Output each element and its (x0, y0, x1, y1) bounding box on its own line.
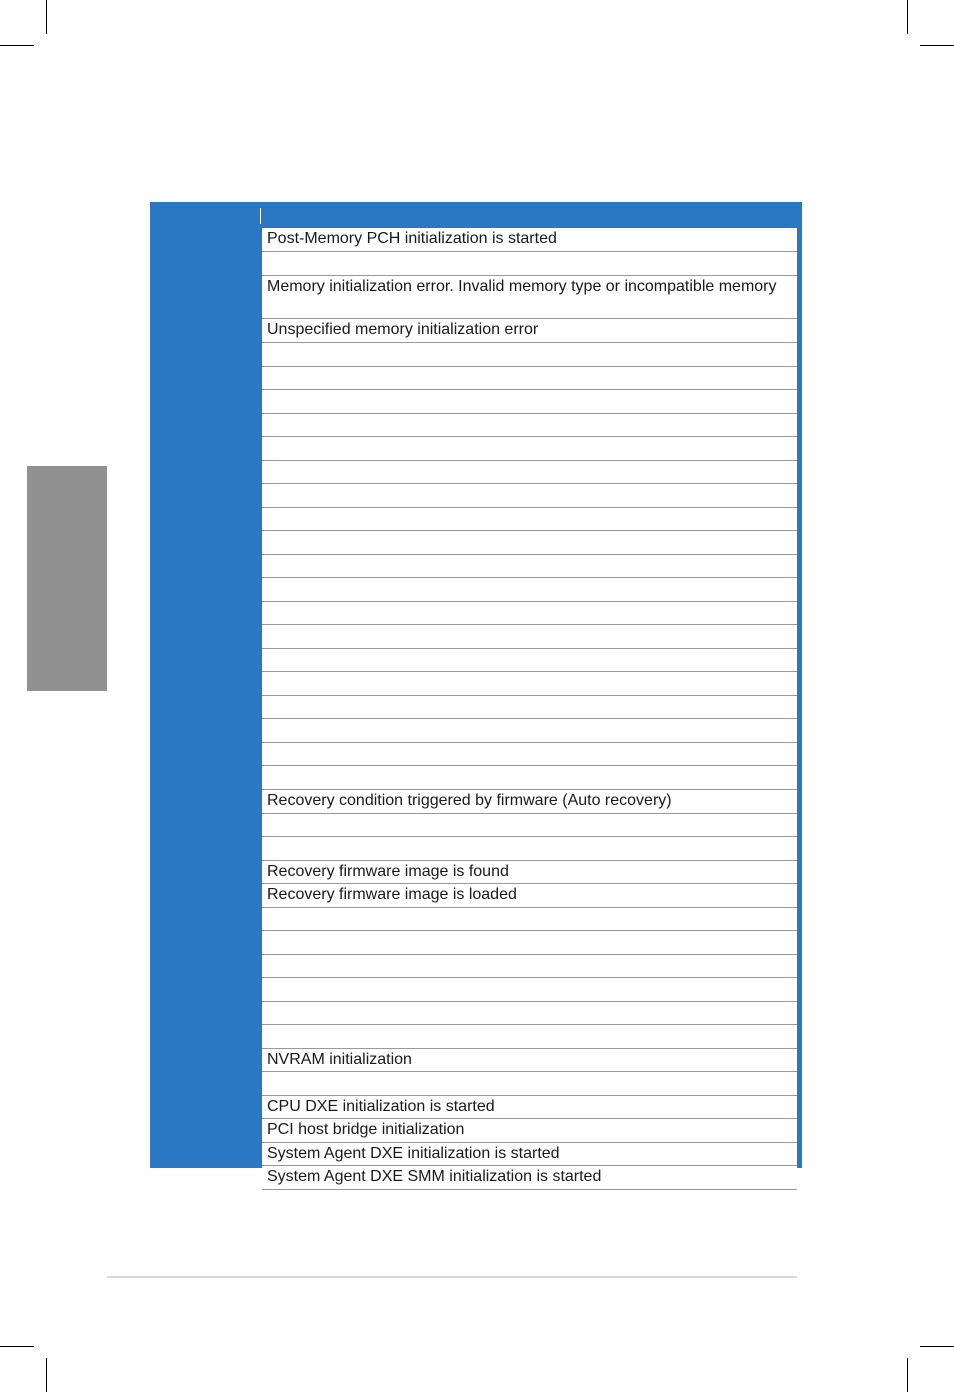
table-row: Recovery condition triggered by firmware (Auto recovery) (262, 790, 797, 814)
table-row (262, 461, 797, 484)
crop-mark (0, 45, 34, 46)
table-row: Recovery firmware image is found (262, 861, 797, 884)
table-row (262, 1002, 797, 1025)
table-row (262, 555, 797, 578)
table-row: NVRAM initialization (262, 1049, 797, 1072)
table-row (262, 367, 797, 390)
table-row (262, 978, 797, 1002)
crop-mark (920, 45, 954, 46)
crop-mark (907, 0, 908, 34)
table-row (262, 1072, 797, 1096)
table-row: Memory initialization error. Invalid memory type or incompatible memory (262, 276, 797, 319)
table-row (262, 531, 797, 555)
table-row (262, 414, 797, 437)
table-row (262, 343, 797, 367)
table-row: System Agent DXE SMM initialization is started (262, 1166, 797, 1190)
table-row (262, 578, 797, 602)
crop-mark (46, 0, 47, 34)
crop-mark (0, 1346, 34, 1347)
table-row: Post-Memory PCH initialization is started (262, 228, 797, 252)
table-row (262, 814, 797, 837)
table-row (262, 1190, 797, 1213)
table-row (262, 955, 797, 978)
table-row (262, 252, 797, 276)
table-row: System Agent DXE initialization is started (262, 1143, 797, 1166)
table-row (262, 602, 797, 625)
table-rows (262, 228, 797, 1213)
post-code-table (150, 202, 802, 1185)
table-row: PCI host bridge initialization (262, 1119, 797, 1143)
table-row (262, 508, 797, 531)
header-separator (260, 208, 261, 224)
table-row (262, 625, 797, 649)
table-row (262, 908, 797, 931)
table-row: CPU DXE initialization is started (262, 1096, 797, 1119)
table-row (262, 766, 797, 790)
table-row (262, 649, 797, 672)
table-row (262, 390, 797, 414)
table-row (262, 437, 797, 461)
table-row: Recovery firmware image is loaded (262, 884, 797, 908)
footer-rule (107, 1276, 797, 1278)
table-row (262, 672, 797, 696)
table-row (262, 837, 797, 861)
table-row (262, 743, 797, 766)
crop-mark (46, 1358, 47, 1392)
crop-mark (907, 1358, 908, 1392)
chapter-side-tab (27, 466, 107, 691)
table-row (262, 719, 797, 743)
table-row: Unspecified memory initialization error (262, 319, 797, 343)
table-row (262, 931, 797, 955)
table-row (262, 1025, 797, 1049)
table-row (262, 696, 797, 719)
table-row (262, 484, 797, 508)
crop-mark (920, 1346, 954, 1347)
